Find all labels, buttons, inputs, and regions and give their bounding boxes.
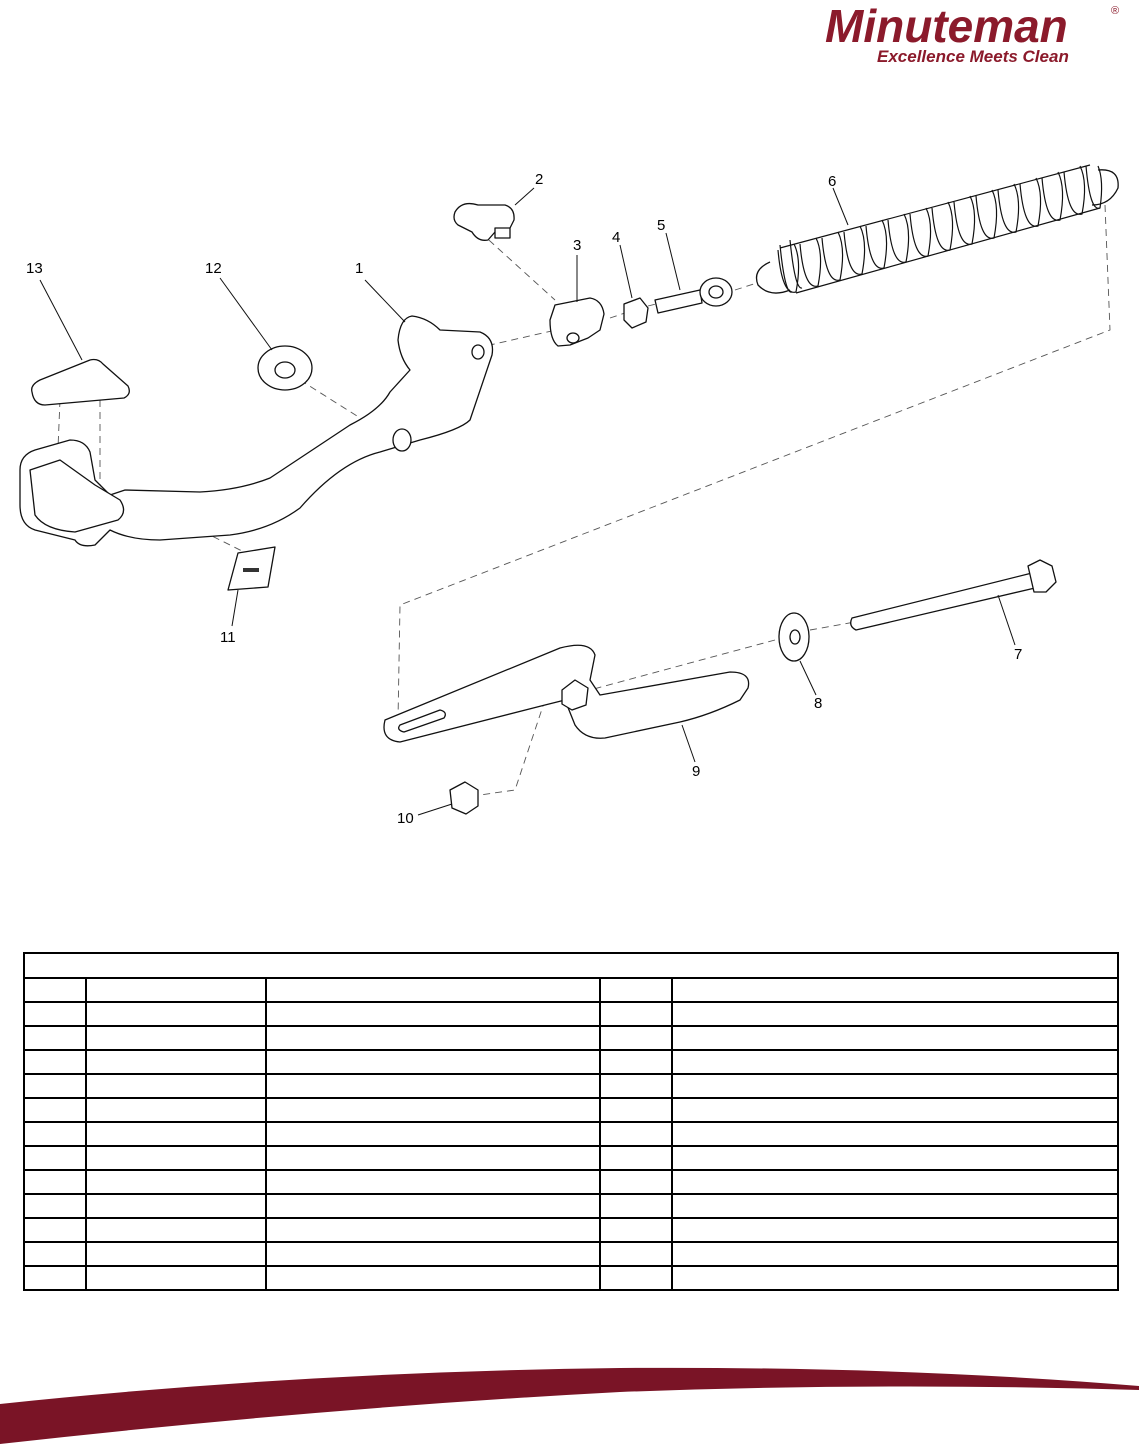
parts-list-row [24, 1242, 1118, 1266]
footer-swoosh [0, 1360, 1139, 1444]
parts-list-cell [24, 1170, 86, 1194]
logo-tagline: Excellence Meets Clean [877, 47, 1069, 66]
parts-list-cell [266, 1050, 600, 1074]
parts-list-cell [86, 1218, 266, 1242]
parts-list-cell [600, 1026, 672, 1050]
parts-list-cell [24, 1194, 86, 1218]
parts-list-cell [266, 1026, 600, 1050]
parts-list-row [24, 1122, 1118, 1146]
parts-list-cell [672, 1098, 1118, 1122]
part-8-washer-hole [790, 630, 800, 644]
callout-11: 11 [220, 629, 236, 646]
parts-list-cell [672, 1194, 1118, 1218]
part-6-spring [757, 165, 1119, 293]
parts-list-body [24, 953, 1118, 1290]
parts-list-cell [672, 1122, 1118, 1146]
parts-list-cell [24, 1026, 86, 1050]
parts-list-cell [86, 1194, 266, 1218]
parts-list-cell [24, 1266, 86, 1290]
part-3-clevis-hole [567, 333, 579, 343]
registered-mark: ® [1111, 5, 1120, 17]
part-11-decal-mark [243, 568, 259, 572]
callout-10: 10 [397, 810, 414, 827]
parts-list-row [24, 1050, 1118, 1074]
parts-list-cell [672, 978, 1118, 1002]
parts-list-cell [86, 1242, 266, 1266]
callout-12: 12 [205, 260, 222, 277]
parts-list-row [24, 1146, 1118, 1170]
parts-list-cell [86, 1026, 266, 1050]
parts-list-cell [600, 1002, 672, 1026]
parts-list-cell [24, 978, 86, 1002]
callout-8: 8 [814, 695, 823, 712]
parts-list-cell [86, 1050, 266, 1074]
parts-list-cell [86, 1266, 266, 1290]
parts-list-title [24, 953, 1118, 978]
parts-list-row [24, 1074, 1118, 1098]
parts-list-cell [24, 1122, 86, 1146]
parts-list-cell [600, 1242, 672, 1266]
parts-list-cell [24, 1074, 86, 1098]
parts-list-title-row [24, 953, 1118, 978]
parts-list-row [24, 1170, 1118, 1194]
parts-list-cell [672, 1026, 1118, 1050]
parts-list-cell [86, 1002, 266, 1026]
callout-3: 3 [573, 237, 582, 254]
parts-list-row [24, 1098, 1118, 1122]
parts-list-cell [600, 1266, 672, 1290]
parts-list-cell [86, 978, 266, 1002]
parts-list-row [24, 1026, 1118, 1050]
parts-list-row [24, 1194, 1118, 1218]
parts-list-cell [24, 1098, 86, 1122]
parts-list-cell [600, 1218, 672, 1242]
callout-13: 13 [26, 260, 43, 277]
parts-list-row [24, 978, 1118, 1002]
part-10-nut [450, 782, 478, 814]
parts-list-cell [672, 1218, 1118, 1242]
parts-list-cell [672, 1170, 1118, 1194]
parts-list-cell [266, 1146, 600, 1170]
parts-list-cell [266, 1002, 600, 1026]
parts-list-cell [266, 1098, 600, 1122]
part-5-eyebolt-eye-hole [709, 286, 723, 298]
parts-list-cell [600, 1098, 672, 1122]
parts-list-table [23, 952, 1119, 1291]
part-5-eyebolt-shaft [655, 290, 702, 313]
parts-list-cell [24, 1050, 86, 1074]
callout-1: 1 [355, 260, 364, 277]
parts-list-cell [24, 1146, 86, 1170]
parts-list-cell [600, 1122, 672, 1146]
callout-4: 4 [612, 229, 621, 246]
parts-list-cell [266, 1266, 600, 1290]
part-1-lower-hole [393, 429, 411, 451]
part-4-nut [624, 298, 648, 328]
parts-list-cell [266, 1074, 600, 1098]
callout-2: 2 [535, 171, 544, 188]
footer-swoosh-shape [0, 1368, 1139, 1444]
part-12-washer-hole [275, 362, 295, 378]
part-1-upper-hole [472, 345, 484, 359]
callout-6: 6 [828, 173, 837, 190]
parts-list-row [24, 1002, 1118, 1026]
parts-list-cell [266, 978, 600, 1002]
parts-list-cell [672, 1242, 1118, 1266]
parts-list-cell [600, 1146, 672, 1170]
logo-wordmark: Minuteman [825, 0, 1068, 52]
parts-list-cell [600, 1074, 672, 1098]
parts-list-cell [266, 1242, 600, 1266]
parts-list-row [24, 1218, 1118, 1242]
parts-list-cell [600, 1194, 672, 1218]
part-2-clip-tab [495, 228, 510, 238]
callout-9: 9 [692, 763, 701, 780]
callout-5: 5 [657, 217, 666, 234]
parts-list-cell [672, 1050, 1118, 1074]
parts-list-cell [86, 1170, 266, 1194]
parts-list-cell [266, 1194, 600, 1218]
parts-list-cell [672, 1146, 1118, 1170]
parts-list-cell [24, 1002, 86, 1026]
parts-list-cell [600, 1050, 672, 1074]
parts-list-row [24, 1266, 1118, 1290]
parts-list-cell [600, 1170, 672, 1194]
parts-list-cell [86, 1098, 266, 1122]
parts-list-cell [86, 1146, 266, 1170]
parts-list-cell [24, 1242, 86, 1266]
parts-list-cell [600, 978, 672, 1002]
parts-list-cell [266, 1218, 600, 1242]
parts-list-cell [24, 1218, 86, 1242]
callout-7: 7 [1014, 646, 1023, 663]
parts-list-cell [672, 1266, 1118, 1290]
part-13-pedal-pad [32, 360, 130, 406]
parts-list-cell [266, 1122, 600, 1146]
parts-list-cell [266, 1170, 600, 1194]
parts-list-cell [672, 1002, 1118, 1026]
parts-list-cell [672, 1074, 1118, 1098]
parts-list-cell [86, 1122, 266, 1146]
parts-list-cell [86, 1074, 266, 1098]
